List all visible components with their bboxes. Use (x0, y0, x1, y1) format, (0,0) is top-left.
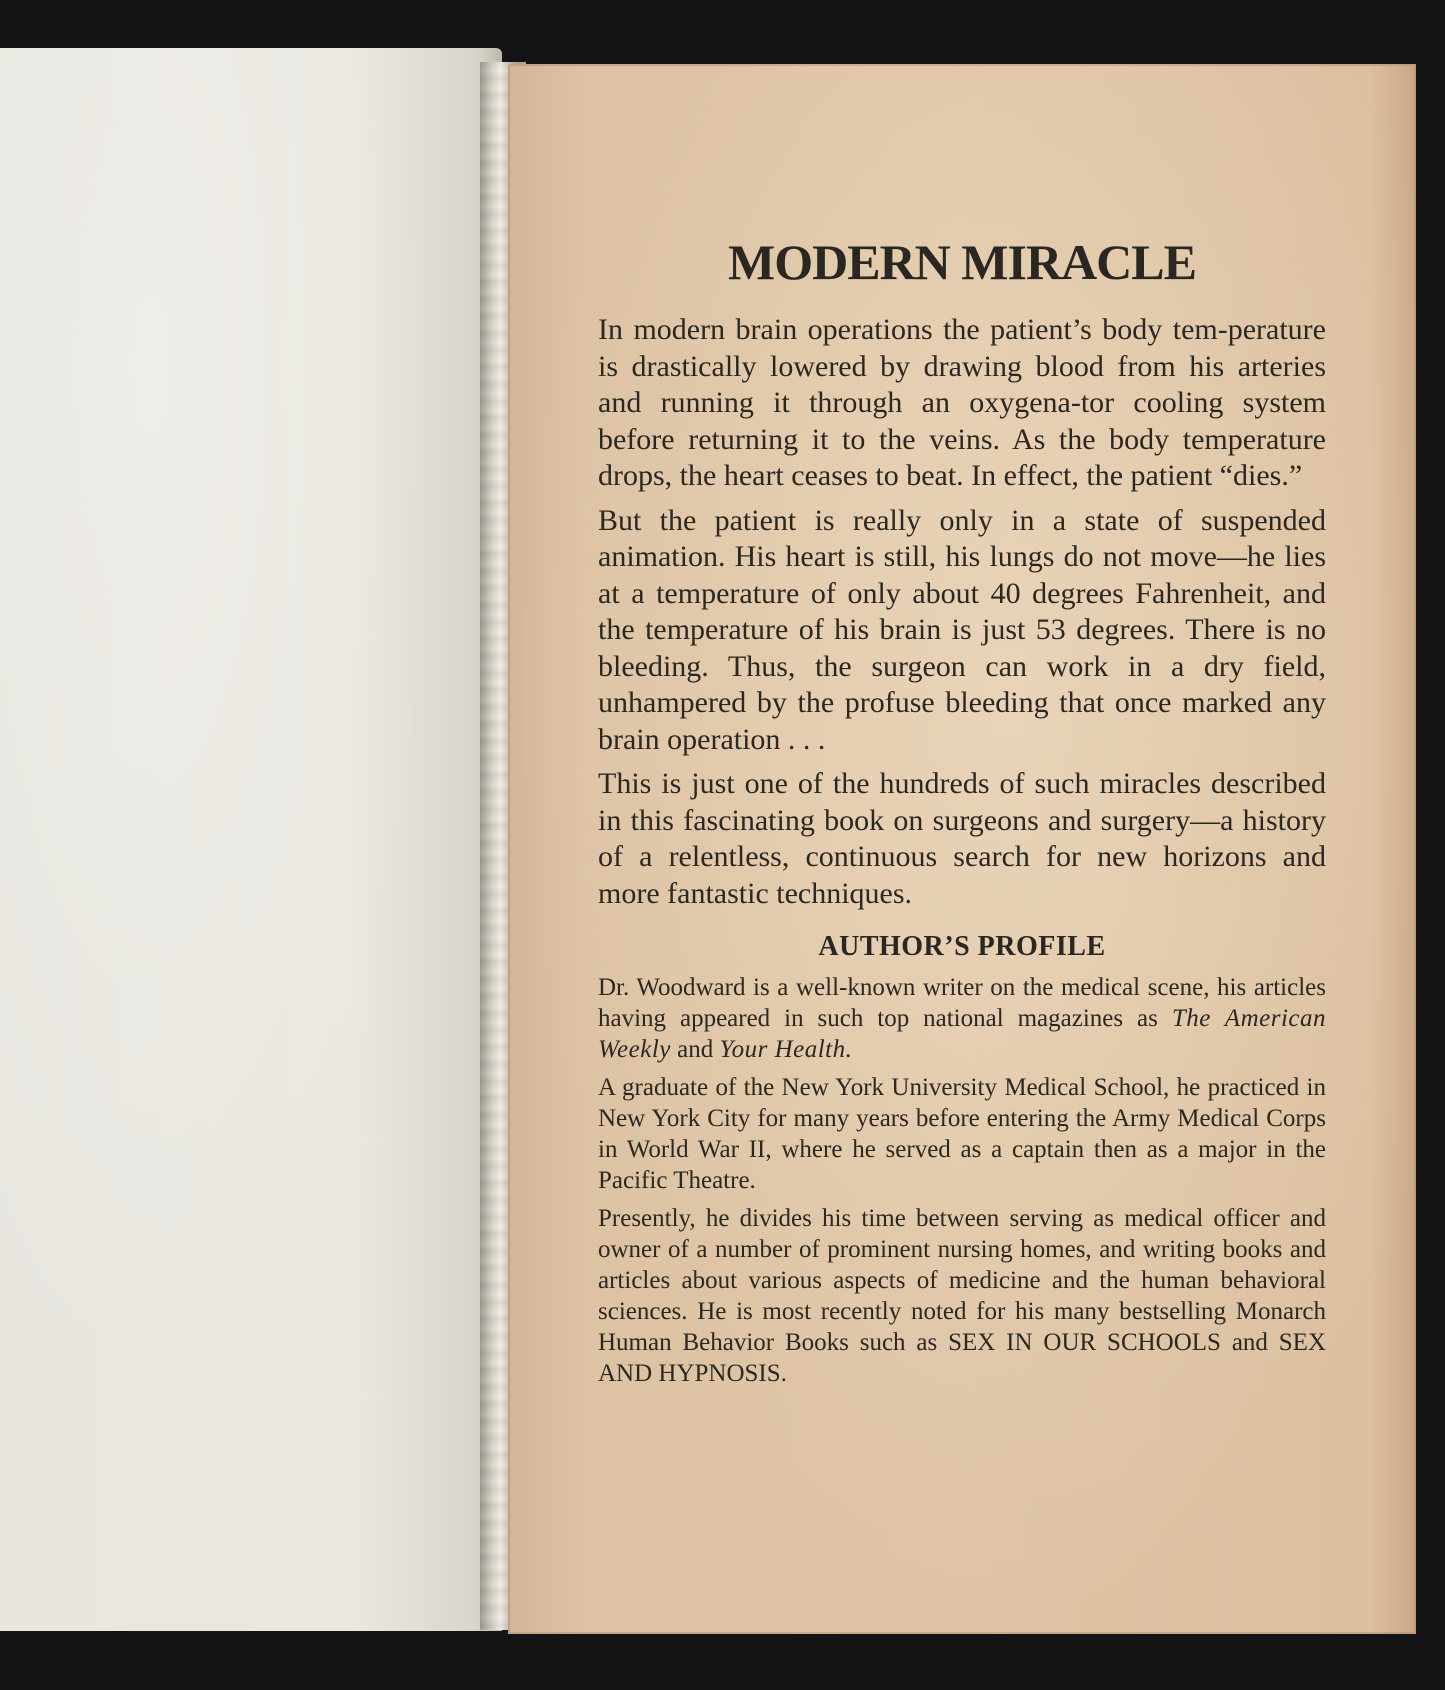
left-blank-page (0, 48, 502, 1631)
magazine-title-your-health: Your Health. (719, 1036, 853, 1063)
body-paragraph-1: In modern brain operations the patient’s body tem-perature is drastically lowered by drawing blood from his arteries and running it through an oxygena-tor cooling system before returning it to the veins. As the body temperature drops, the heart ceases to beat. In effect, the patient “dies.” (598, 313, 1326, 492)
page-title: MODERN MIRACLE (728, 234, 1196, 290)
author-profile-heading: AUTHOR’S PROFILE (818, 931, 1106, 962)
profile-paragraph-1-text: Dr. Woodward is a well-known writer on the medical scene, his articles having appeared in such top national magazines as (598, 974, 1326, 1032)
body-paragraph-3: This is just one of the hundreds of such miracles described in this fascinating book on surgeons and surgery—a history of a relentless, continuous search for new horizons and more fantastic techniques. (598, 767, 1326, 910)
magazine-title-american-weekly: The American Weekly (598, 1005, 1326, 1063)
body-paragraph-2: But the patient is really only in a state of suspended animation. His heart is still, his lungs do not move—he lies at a temperature of only about 40 degrees Fahrenheit, and the temperature of his brain is just 53 degrees. There is no bleeding. Thus, the surgeon can work in a dry field, unhampered by the profuse bleeding that once marked any brain operation . . . (598, 503, 1326, 756)
profile-paragraph-2: A graduate of the New York University Medical School, he practiced in New York City for many years before entering the Army Medical Corps in World War II, where he served as a captain then as a major in the Pacific Theatre. (598, 1074, 1326, 1194)
profile-paragraph-1-and: and (670, 1036, 720, 1063)
profile-paragraph-1 (598, 972, 1326, 1065)
right-page (508, 64, 1416, 1634)
page-content (598, 232, 1326, 1396)
profile-paragraph-3: Presently, he divides his time between serving as medical officer and owner of a number of prominent nursing homes, and writing books and articles about various aspects of medicine and the human behavioral sciences. He is most recently noted for his many bestselling Monarch Human Behavior Books such as SEX IN OUR SCHOOLS and SEX AND HYPNOSIS. (598, 1205, 1326, 1387)
